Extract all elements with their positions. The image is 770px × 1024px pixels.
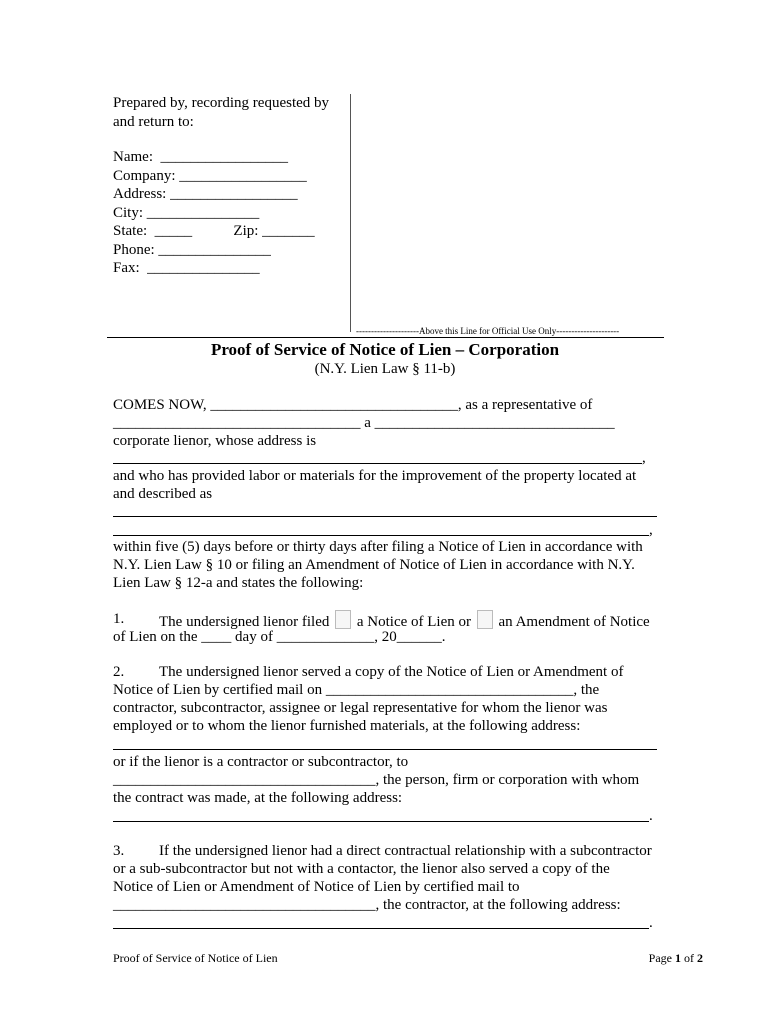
para-1-line-2: of Lien on the ____ day of _____________, 20______. — [113, 629, 446, 645]
total-pages: 2 — [697, 951, 703, 965]
intro-line-2: _________________________________ a ________________________________ — [113, 415, 615, 431]
address-field: Address: _________________ — [113, 186, 298, 202]
para-2-line-1: The undersigned lienor served a copy of the Notice of Lien or Amendment of — [159, 664, 624, 680]
para-3-line-3: Notice of Lien or Amendment of Notice of Lien by certified mail to — [113, 879, 520, 895]
intro-line-3: corporate lienor, whose address is — [113, 433, 317, 449]
intro-comma-1: , — [642, 450, 646, 466]
para-2-line-5: or if the lienor is a contractor or subcontractor, to — [113, 754, 409, 770]
document-title: Proof of Service of Notice of Lien – Corporation — [210, 340, 560, 359]
intro-line-6: and described as — [113, 486, 213, 502]
para-1-number: 1. — [113, 611, 125, 627]
contract-party-address-line — [113, 821, 649, 822]
intro-comma-2: , — [649, 522, 653, 538]
para-3-line-4: ___________________________________, the contractor, at the following address: — [113, 897, 621, 913]
page-prefix: Page — [648, 951, 675, 965]
footer-document-name: Proof of Service of Notice of Lien — [113, 951, 278, 965]
official-use-label: ---------------------Above this Line for Official Use Only--------------------- — [356, 326, 620, 336]
para-2-line-2: Notice of Lien by certified mail on _________________________________, the — [113, 682, 600, 698]
fax-field: Fax: _______________ — [113, 260, 260, 276]
company-field: Company: _________________ — [113, 168, 307, 184]
document-subtitle: (N.Y. Lien Law § 11-b) — [314, 361, 456, 377]
para-3-line-2: or a sub-subcontractor but not with a contactor, the lienor also served a copy of the — [113, 861, 610, 877]
page-of: of — [681, 951, 697, 965]
para-2-number: 2. — [113, 664, 125, 680]
contractor-address-line — [113, 749, 657, 750]
intro-line-8: within five (5) days before or thirty days after filing a Notice of Lien in accordance with — [113, 539, 643, 555]
city-field: City: _______________ — [113, 205, 260, 221]
para-1-text-b: a Notice of Lien or — [356, 614, 471, 630]
para-3-number: 3. — [113, 843, 125, 859]
para-1-text-c: an Amendment of Notice — [498, 614, 650, 630]
current-page: 1 — [675, 951, 681, 965]
para-2-line-6: ___________________________________, the person, firm or corporation with whom — [113, 772, 640, 788]
para-2-line-4: employed or to whom the lienor furnished materials, at the following address: — [113, 718, 581, 734]
header-divider — [350, 94, 351, 332]
page-number — [600, 949, 703, 967]
prepared-by-line: Prepared by, recording requested by — [113, 95, 330, 111]
intro-line-10: Lien Law § 12-a and states the following: — [113, 575, 364, 591]
para-2-line-7: the contract was made, at the following address: — [113, 790, 403, 806]
general-contractor-address-line — [113, 928, 649, 929]
para-1-text-a: The undersigned lienor filed — [159, 614, 330, 630]
intro-line-5: and who has provided labor or materials for the improvement of the property located at — [113, 468, 637, 484]
lienor-address-line — [113, 463, 642, 464]
name-field: Name: _________________ — [113, 149, 288, 165]
para-3-period: . — [649, 915, 653, 931]
official-use-rule — [107, 337, 664, 338]
intro-line-9: N.Y. Lien Law § 10 or filing an Amendment of Notice of Lien in accordance with N.Y. — [113, 557, 635, 573]
property-line-1 — [113, 516, 657, 517]
para-2-period: . — [649, 808, 653, 824]
state-zip-field: State: _____ Zip: _______ — [113, 223, 315, 239]
para-2-line-3: contractor, subcontractor, assignee or legal representative for whom the lienor was — [113, 700, 608, 716]
notice-of-lien-checkbox[interactable] — [335, 610, 351, 629]
intro-line-1: COMES NOW, _________________________________, as a representative of — [113, 397, 593, 413]
phone-field: Phone: _______________ — [113, 242, 271, 258]
amendment-checkbox[interactable] — [477, 610, 493, 629]
property-line-2 — [113, 535, 649, 536]
para-3-line-1: If the undersigned lienor had a direct contractual relationship with a subcontractor — [159, 843, 652, 859]
return-to-line: and return to: — [113, 114, 194, 130]
